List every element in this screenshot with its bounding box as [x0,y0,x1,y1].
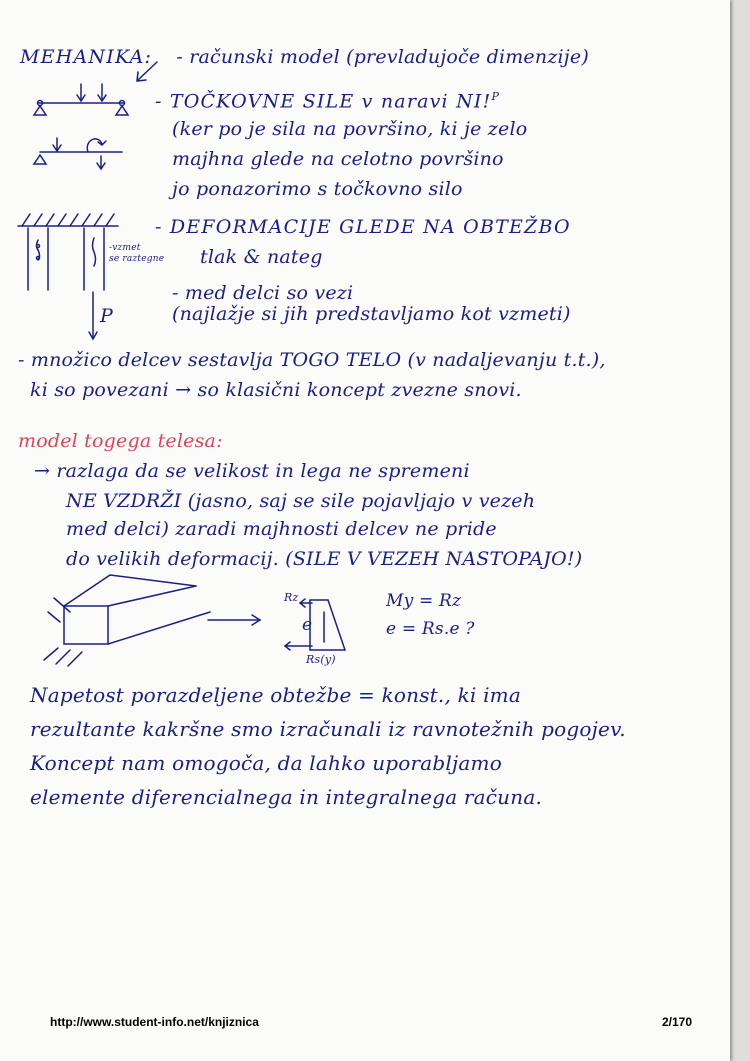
line-8: - med delci so vezi [172,282,354,304]
line-19: Koncept nam omogoča, da lahko uporabljamo [30,751,502,775]
heading-mehanika: MEHANIKA: [20,46,153,68]
line-13: → razlaga da se velikost in lega ne spremeni [34,460,470,482]
force-label-p: P [100,305,113,327]
line-11: ki so povezani → so klasični koncept zvezne snovi. [30,379,522,401]
line-20: elemente diferencialnega in integralnega računa. [30,785,543,809]
beam-sketch-2 [34,138,122,169]
equation-2: e = Rs.e ? [386,619,475,639]
fig-rs: Rs(y) [306,653,336,666]
line-4: majhna glede na celotno površino [172,148,504,170]
red-heading: model togega telesa: [18,430,223,452]
line-16: do velikih deformacij. (SILE V VEZEH NASTOPAJO!) [66,548,583,570]
line-3: (ker po je sila na površino, ki je zelo [172,118,528,140]
line-14: NE VZDRŽI (jasno, saj se sile pojavljajo v vezeh [66,490,536,512]
fig-e: e [302,615,313,635]
page-number: 2/170 [662,1015,693,1029]
line-1 [20,46,589,68]
equation-1: My = Rz [386,591,462,611]
line-15: med delci) zaradi majhnosti delcev ne pride [66,518,497,540]
line-9: (najlažje si jih predstavljamo kot vzmeti) [172,303,571,325]
fig-rz: Rz [284,591,299,604]
line-10: - množico delcev sestavlja TOGO TELO (v nadaljevanju t.t.), [18,349,606,371]
line-17: Napetost porazdeljene obtežbe = konst., ki ima [30,683,521,707]
spring-label-1: -vzmet [109,243,141,253]
line-2: - TOČKOVNE SILE v naravi NI!$^P$ [155,90,501,113]
line-18: rezultante kakršne smo izračunali iz ravnotežnih pogojev. [30,717,626,741]
beam-3d-sketch [44,575,260,666]
line-5: jo ponazorimo s točkovno silo [172,178,463,200]
line-6: - DEFORMACIJE GLEDE NA OBTEŽBO [155,216,571,238]
beam-sketch-1 [34,84,128,115]
section-diagram [285,599,345,650]
line-7: tlak & nateg [200,246,323,268]
footer-url: http://www.student-info.net/knjiznica [50,1015,259,1029]
spring-label-2: se raztegne [109,254,165,264]
line-1-text: - računski model (prevladujoče dimenzije) [176,46,589,68]
